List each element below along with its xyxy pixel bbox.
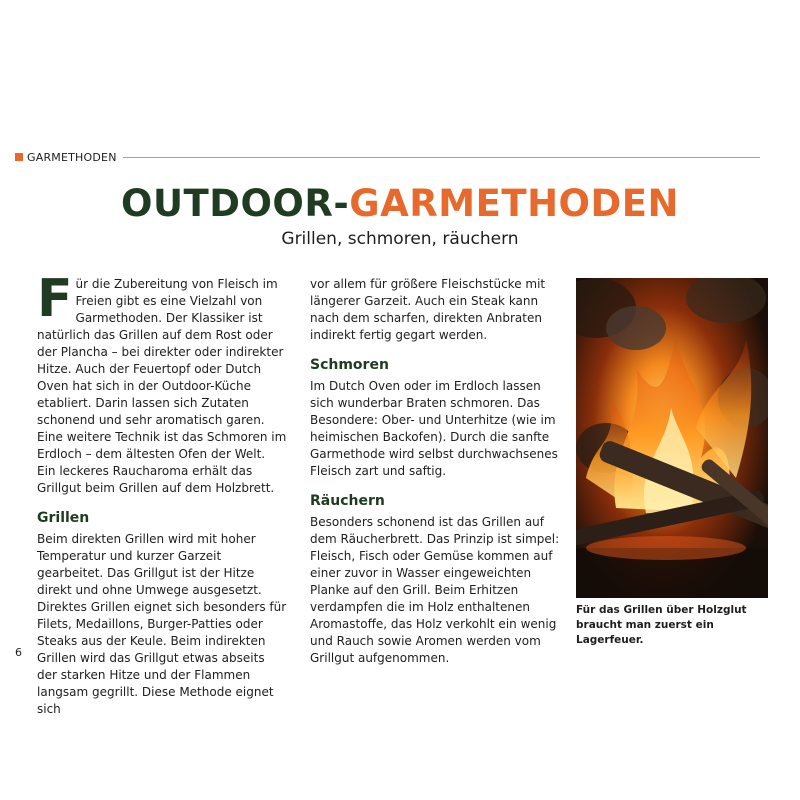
page-subtitle-text: Grillen, schmoren, räuchern bbox=[281, 229, 519, 249]
campfire-photo bbox=[576, 278, 768, 598]
page-title-part1: OUTDOOR- bbox=[121, 182, 350, 225]
schmoren-paragraph: Im Dutch Oven oder im Erdloch lassen sich wunderbar Braten schmoren. Das Besondere: Ober- und Unterhitze (wie im heimischen Backofen). Durch die sanfte Garmethode wird selbst durchwachsenes Fleisch zart und saftig. bbox=[310, 379, 558, 478]
page-title-part2: GARMETHODEN bbox=[349, 182, 679, 225]
drop-cap: F bbox=[37, 269, 73, 329]
text-column-middle bbox=[310, 276, 560, 667]
page-title bbox=[0, 180, 800, 228]
heading-raeuchern: Räuchern bbox=[310, 493, 385, 509]
page-number: 6 bbox=[15, 646, 22, 659]
photo-caption: Für das Grillen über Holzglut braucht man zuerst ein Lagerfeuer. bbox=[576, 604, 747, 646]
grillen-paragraph-continued: vor allem für größere Fleischstücke mit längerer Garzeit. Auch ein Steak kann nach dem scharfen, direkten Anbraten indirekt fertig gegart werden. bbox=[310, 277, 546, 342]
section-marker-square bbox=[15, 153, 23, 161]
text-column-left bbox=[37, 269, 287, 718]
grillen-paragraph: Beim direkten Grillen wird mit hoher Temperatur und kurzer Garzeit gearbeitet. Das Grillgut ist der Hitze direkt und ohne Umwege ausgesetzt. Direktes Grillen eignet sich besonders für Filets, Medaillons, Burger-Patties oder Steaks aus der Keule. Beim indirekten Grillen wird das Grillgut etwas abseits der starken Hitze und der Flammen langsam gegrillt. Diese Methode eignet sich bbox=[37, 532, 287, 716]
heading-grillen: Grillen bbox=[37, 510, 90, 526]
intro-paragraph bbox=[37, 269, 287, 497]
intro-text: ür die Zubereitung von Fleisch im Freien gibt es eine Vielzahl von Garmethoden. Der Klassiker ist natürlich das Grillen auf dem Rost oder der Plancha – bei direkter oder indirekter Hitze. Auch der Feuertopf oder Dutch Oven hat sich in der Outdoor-Küche etabliert. Darin lassen sich Zutaten schonend und sehr aromatisch garen. Eine weitere Technik ist das Schmoren im Erdloch – dem ältesten Ofen der Welt. Ein leckeres Raucharoma erhält das Grillgut beim Grillen auf dem Holzbrett. bbox=[37, 277, 287, 495]
raeuchern-paragraph: Besonders schonend ist das Grillen auf dem Räucherbrett. Das Prinzip ist simpel: Fleisch, Fisch oder Gemüse kommen auf einer zuvor in Wasser eingeweichten Planke auf den Grill. Beim Erhitzen verdampfen die im Holz enthaltenen Aromastoffe, das Holz verkohlt ein wenig und Rauch sowie Aromen werden vom Grillgut aufgenommen. bbox=[310, 515, 560, 665]
heading-schmoren: Schmoren bbox=[310, 357, 389, 373]
section-divider-line bbox=[123, 157, 760, 158]
page-subtitle bbox=[0, 229, 800, 249]
campfire-image bbox=[576, 278, 768, 598]
section-label: GARMETHODEN bbox=[27, 150, 117, 164]
section-header bbox=[15, 149, 760, 165]
